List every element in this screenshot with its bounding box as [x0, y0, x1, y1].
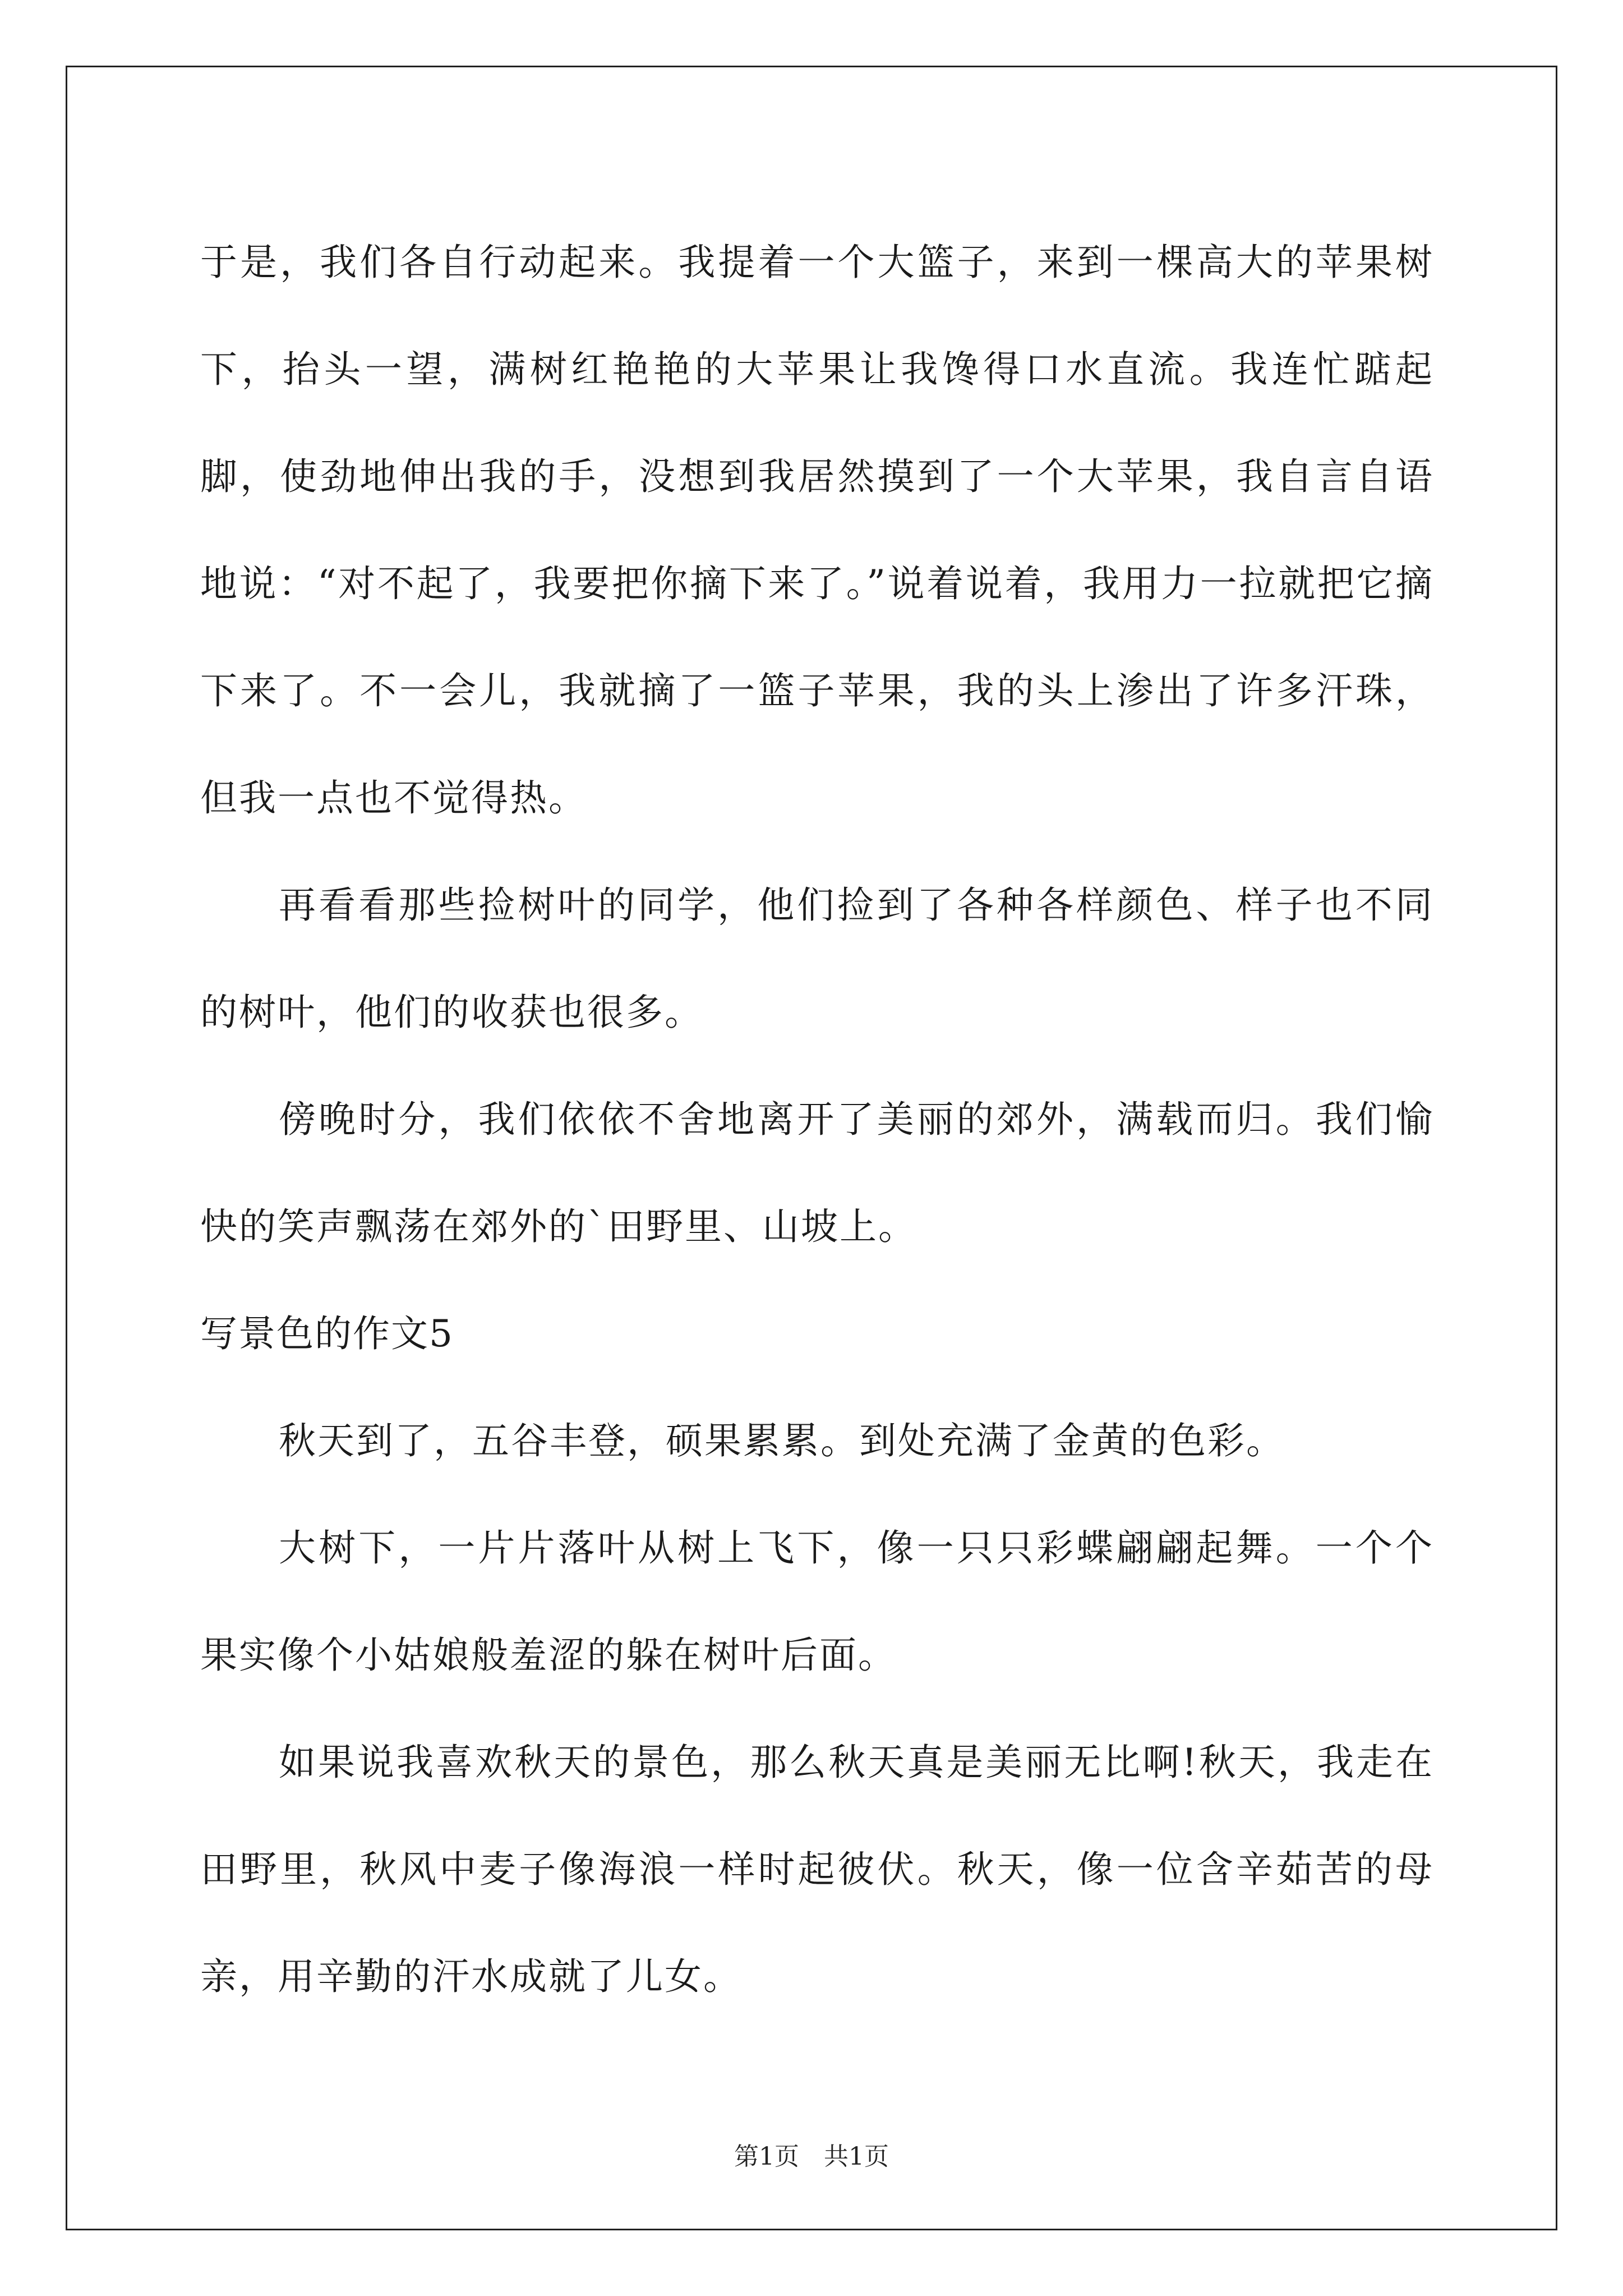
page-number-footer: 第1页 共1页: [734, 2142, 889, 2171]
paragraph-5: 大树下，一片片落叶从树上飞下，像一只只彩蝶翩翩起舞。一个个果实像个小姑娘般羞涩的躲在树叶后面。: [200, 1526, 1434, 1677]
paragraph-3: 傍晚时分，我们依依不舍地离开了美丽的郊外，满载而归。我们愉快的笑声飘荡在郊外的`田野里、山坡上。: [200, 1098, 1434, 1248]
section-heading: 写景色的作文5: [200, 1312, 454, 1355]
paragraph-1: 于是，我们各自行动起来。我提着一个大篮子，来到一棵高大的苹果树下，抬头一望，满树红艳艳的大苹果让我馋得口水直流。我连忙踮起脚，使劲地伸出我的手，没想到我居然摸到了一个大苹果，我自言自语地说：“对不起了，我要把你摘下来了。”说着说着，我用力一拉就把它摘下来了。不一会儿，我就摘了一篮子苹果，我的头上渗出了许多汗珠，但我一点也不觉得热。: [200, 241, 1434, 820]
paragraph-4: 秋天到了，五谷丰登，硕果累累。到处充满了金黄的色彩。: [279, 1419, 1285, 1462]
document-body: [200, 209, 1434, 2030]
paragraph-2: 再看看那些捡树叶的同学，他们捡到了各种各样颜色、样子也不同的树叶，他们的收获也很多。: [200, 884, 1434, 1034]
paragraph-6: 如果说我喜欢秋天的景色，那么秋天真是美丽无比啊!秋天，我走在田野里，秋风中麦子像海浪一样时起彼伏。秋天，像一位含辛茹苦的母亲，用辛勤的汗水成就了儿女。: [200, 1741, 1434, 1998]
